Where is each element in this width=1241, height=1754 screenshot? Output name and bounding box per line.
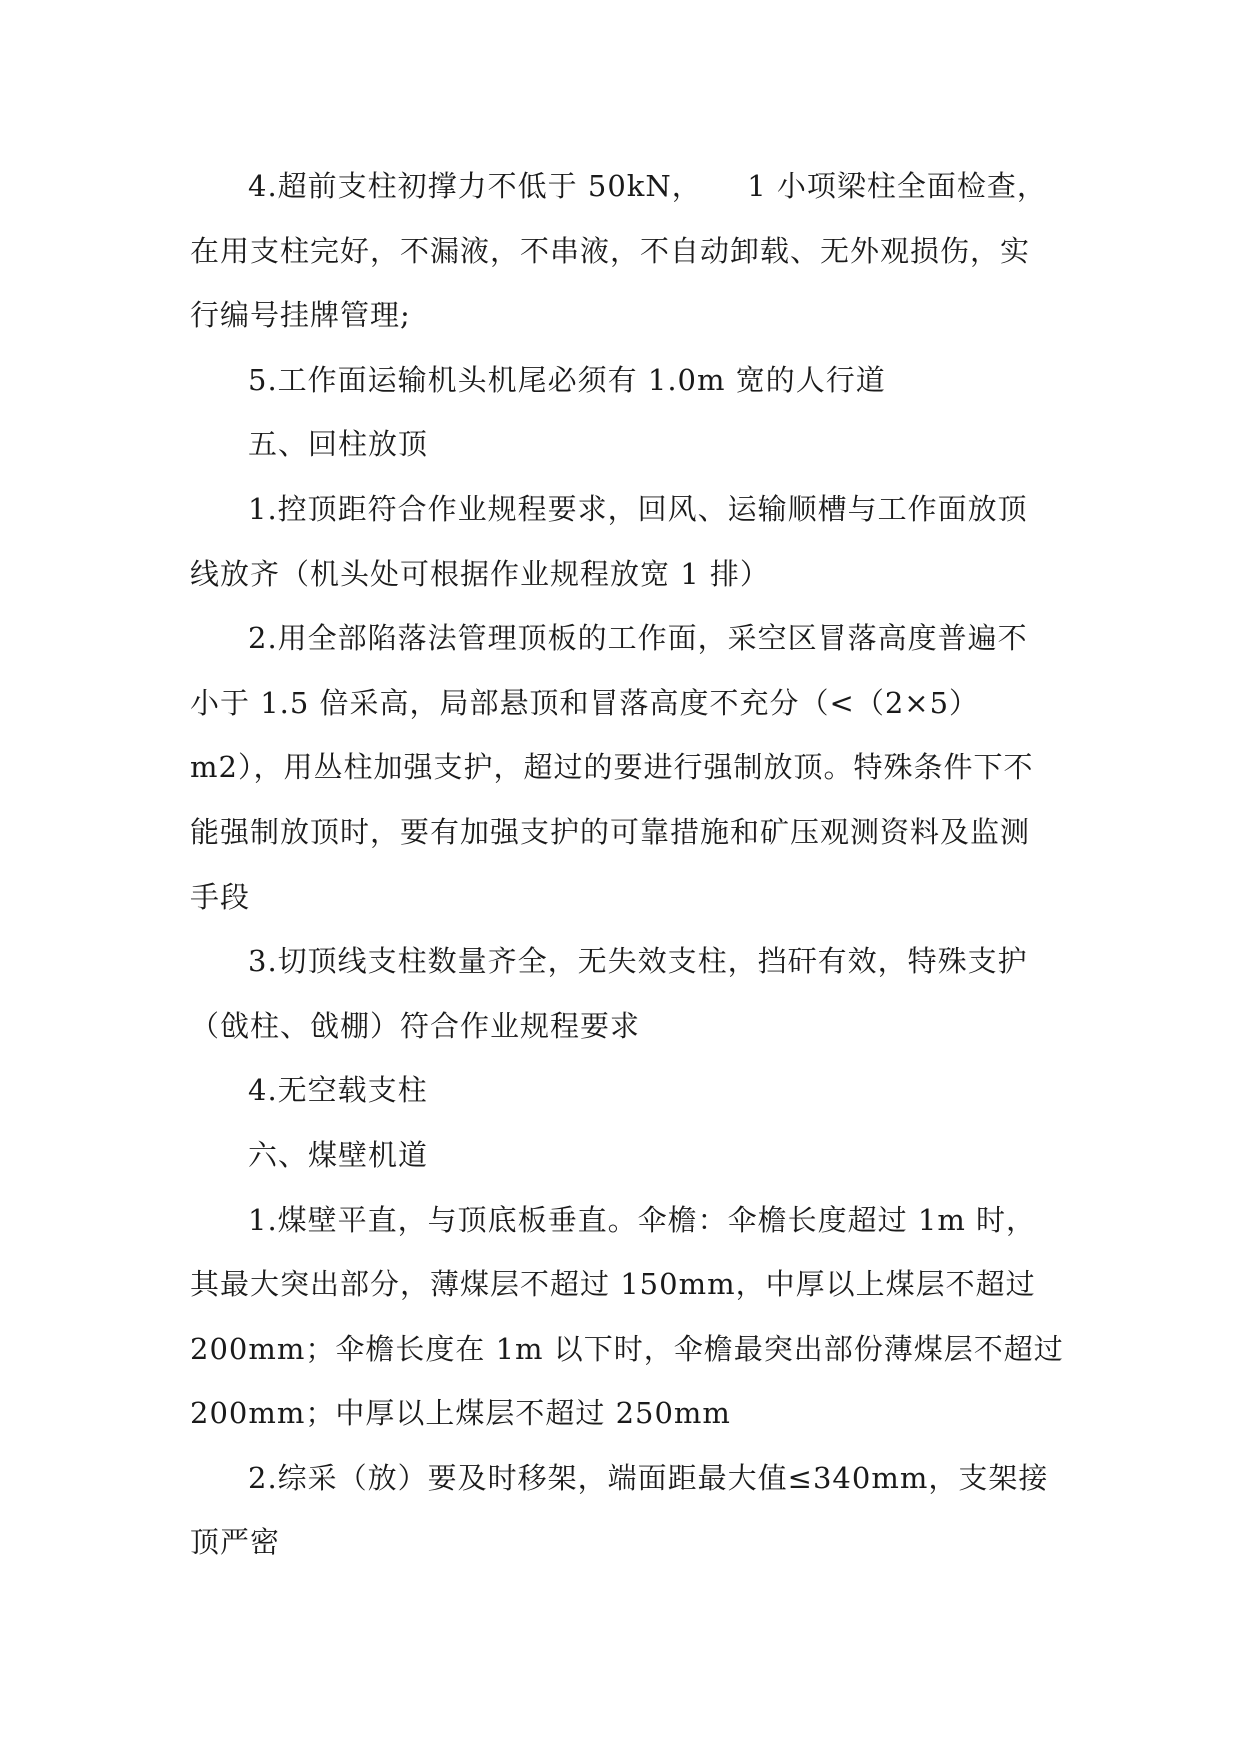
text-line: 4.无空载支柱 — [248, 1073, 428, 1108]
text-line: 200mm；伞檐长度在 1m 以下时，伞檐最突出部份薄煤层不超过 — [190, 1331, 1064, 1366]
text-line: 其最大突出部分，薄煤层不超过 150mm，中厚以上煤层不超过 — [190, 1267, 1036, 1302]
text-line: （戗柱、戗棚）符合作业规程要求 — [190, 1008, 641, 1043]
heading-text: 五、回柱放顶 — [248, 427, 429, 462]
paragraph-item-4-no-empty-props — [190, 1058, 1058, 1123]
paragraph-item-4-props — [190, 154, 1058, 348]
text-line: 2.用全部陷落法管理顶板的工作面，采空区冒落高度普遍不 — [248, 621, 1028, 656]
text-line: 5.工作面运输机头机尾必须有 1.0m 宽的人行道 — [248, 362, 886, 397]
paragraph-item-2-caving — [190, 606, 1058, 929]
heading-text: 六、煤壁机道 — [248, 1137, 429, 1172]
document-body — [190, 154, 1064, 1575]
paragraph-item-5-walkway — [190, 348, 1058, 413]
text-line: 线放齐（机头处可根据作业规程放宽 1 排） — [190, 556, 770, 591]
text-line: 1.控顶距符合作业规程要求，回风、运输顺槽与工作面放顶 — [248, 491, 1028, 526]
section-heading-6 — [190, 1123, 1058, 1188]
text-line: 行编号挂牌管理; — [190, 298, 411, 333]
text-line: 3.切顶线支柱数量齐全，无失效支柱，挡矸有效，特殊支护 — [248, 944, 1028, 979]
section-heading-5 — [190, 412, 1058, 477]
text-line: 能强制放顶时，要有加强支护的可靠措施和矿压观测资料及监测 — [190, 814, 1031, 849]
paragraph-item-3-cut-line — [190, 929, 1058, 1058]
text-line: m2），用丛柱加强支护，超过的要进行强制放顶。特殊条件下不 — [190, 750, 1034, 785]
text-line: 在用支柱完好，不漏液，不串液，不自动卸载、无外观损伤，实 — [190, 233, 1031, 268]
text-line: 顶严密 — [190, 1525, 281, 1560]
text-line: 2.综采（放）要及时移架，端面距最大值≤340mm，支架接 — [248, 1460, 1049, 1495]
text-line: 1.煤壁平直，与顶底板垂直。伞檐：伞檐长度超过 1m 时， — [248, 1202, 1037, 1237]
text-line: 手段 — [190, 879, 251, 914]
text-line: 4.超前支柱初撑力不低于 50kN， 1 小项梁柱全面检查， — [248, 169, 1047, 203]
paragraph-item-1-coal-wall — [190, 1188, 1064, 1446]
text-line: 小于 1.5 倍采高，局部悬顶和冒落高度不充分（<（2×5） — [190, 685, 980, 720]
paragraph-item-1-roof-distance — [190, 477, 1058, 606]
paragraph-item-2-support-advance — [190, 1446, 1058, 1575]
text-line: 200mm；中厚以上煤层不超过 250mm — [190, 1396, 731, 1431]
